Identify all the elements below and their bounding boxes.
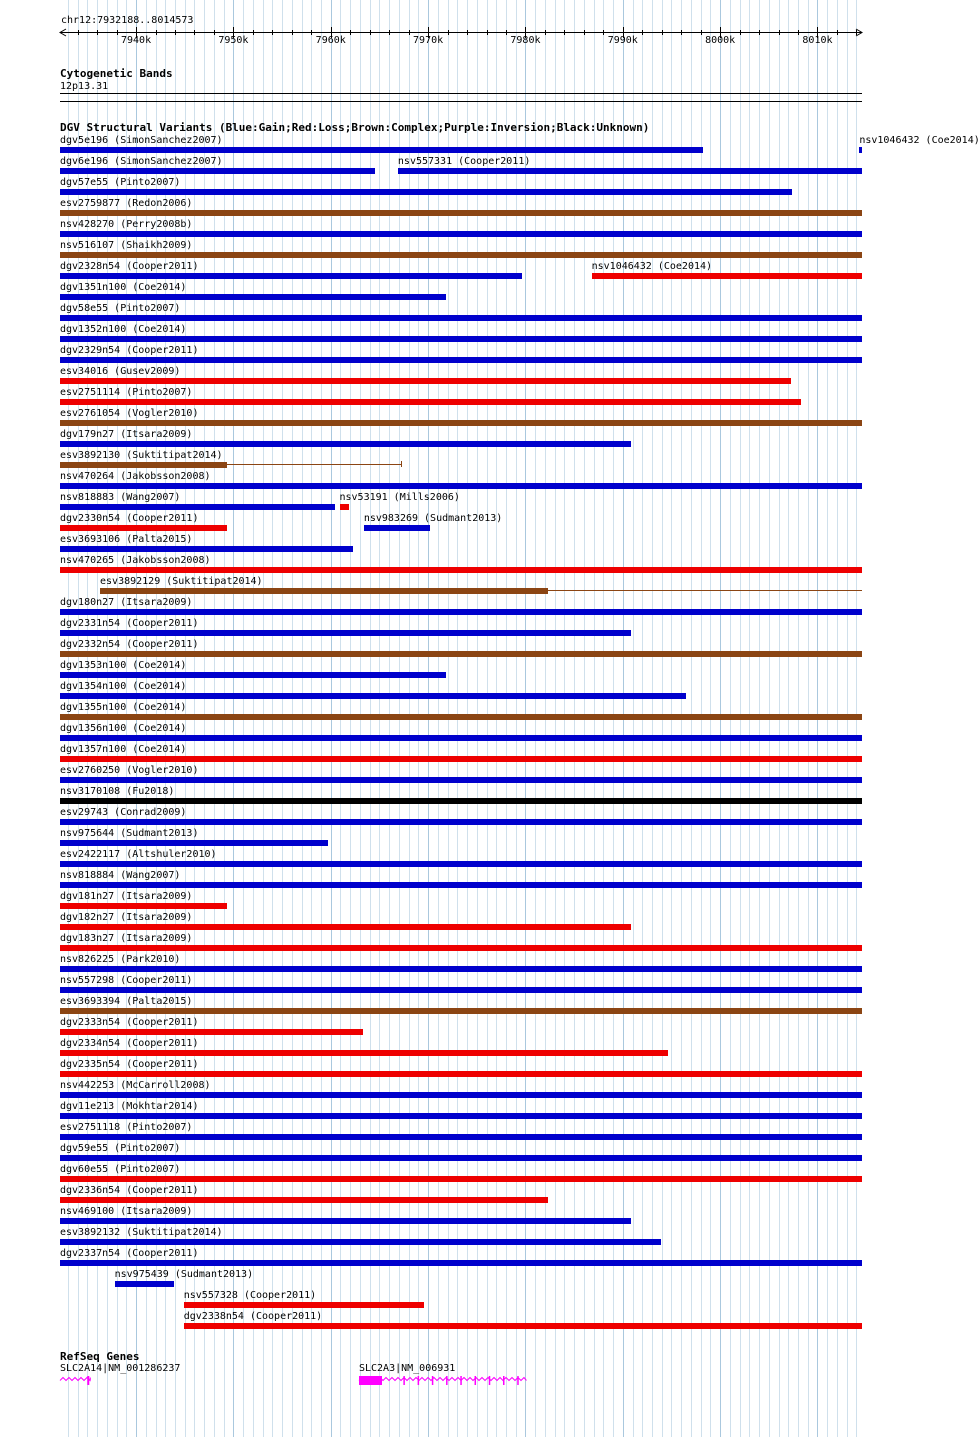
variant-bar[interactable]	[592, 273, 862, 279]
variant-label[interactable]: nsv1046432 (Coe2014)	[591, 261, 713, 272]
variant-label[interactable]: esv29743 (Conrad2009)	[60, 807, 187, 818]
gene-exon	[489, 1376, 491, 1385]
variant-bar[interactable]	[60, 504, 335, 510]
variant-label[interactable]: esv3693106 (Palta2015)	[60, 534, 193, 545]
variant-bar[interactable]	[60, 462, 227, 468]
gene-exon	[418, 1376, 420, 1385]
variant-bar[interactable]	[60, 651, 862, 657]
cytoband-line-bottom	[60, 101, 862, 102]
variant-bar[interactable]	[60, 357, 862, 363]
variant-label[interactable]: nsv3170108 (Fu2018)	[60, 786, 175, 797]
variant-bar[interactable]	[60, 714, 862, 720]
variant-bar[interactable]	[60, 966, 862, 972]
variant-label[interactable]: nsv470265 (Jakobsson2008)	[60, 555, 211, 566]
gene-exon	[475, 1376, 477, 1385]
variant-bar[interactable]	[60, 777, 862, 783]
gene-model[interactable]	[60, 1375, 92, 1387]
variant-bar[interactable]	[859, 147, 862, 153]
variant-label[interactable]: dgv1351n100 (Coe2014)	[60, 282, 187, 293]
ruler-tick-label: 7950k	[218, 35, 249, 46]
gene-exon	[359, 1376, 382, 1385]
variant-bar[interactable]	[60, 420, 862, 426]
variant-bar[interactable]	[60, 1155, 862, 1161]
variant-bar[interactable]	[364, 525, 430, 531]
variant-label[interactable]: nsv469100 (Itsara2009)	[60, 1206, 193, 1217]
variant-label[interactable]: dgv2332n54 (Cooper2011)	[60, 639, 199, 650]
ruler-tick-label: 7980k	[510, 35, 541, 46]
variant-label[interactable]: nsv470264 (Jakobsson2008)	[60, 471, 211, 482]
variant-bar[interactable]	[60, 147, 703, 153]
ruler-tick-label: 8000k	[705, 35, 736, 46]
variant-label[interactable]: dgv2336n54 (Cooper2011)	[60, 1185, 199, 1196]
ruler-tick-label: 7990k	[607, 35, 638, 46]
variant-label[interactable]: nsv516107 (Shaikh2009)	[60, 240, 193, 251]
gene-exon	[432, 1376, 434, 1385]
variant-label[interactable]: esv3693394 (Palta2015)	[60, 996, 193, 1007]
gene-label[interactable]: SLC2A14|NM_001286237	[60, 1363, 181, 1374]
variant-label[interactable]: dgv59e55 (Pinto2007)	[60, 1143, 181, 1154]
ruler-position: chr12:7932188..8014573	[61, 15, 194, 26]
variant-label[interactable]: esv2422117 (Altshuler2010)	[60, 849, 217, 860]
gene-exon	[403, 1376, 405, 1385]
ruler-tick-label: 7940k	[120, 35, 152, 46]
variant-label[interactable]: dgv5e196 (SimonSanchez2007)	[60, 135, 223, 146]
variant-label[interactable]: dgv6e196 (SimonSanchez2007)	[60, 156, 223, 167]
variant-label[interactable]: nsv983269 (Sudmant2013)	[363, 513, 503, 524]
cytoband-line-top	[60, 93, 862, 94]
variant-label[interactable]: esv2759877 (Redon2006)	[60, 198, 193, 209]
gene-exon	[446, 1376, 448, 1385]
variant-bar[interactable]	[60, 336, 862, 342]
variant-bar[interactable]	[184, 1323, 862, 1329]
variant-bar[interactable]	[60, 483, 862, 489]
variant-bar[interactable]	[60, 756, 862, 762]
variant-label[interactable]: dgv1357n100 (Coe2014)	[60, 744, 187, 755]
cytoband-label: 12p13.31	[60, 81, 109, 92]
variant-label[interactable]: esv34016 (Gusev2009)	[60, 366, 181, 377]
variant-bar[interactable]	[60, 819, 862, 825]
variant-bar[interactable]	[60, 861, 862, 867]
variant-label[interactable]: esv2751118 (Pinto2007)	[60, 1122, 193, 1133]
variant-bar[interactable]	[60, 798, 862, 804]
variant-bar[interactable]	[60, 210, 862, 216]
gene-exon	[503, 1376, 505, 1385]
variant-label[interactable]: nsv557331 (Cooper2011)	[397, 156, 531, 167]
variant-bar[interactable]	[60, 168, 375, 174]
cytobands-title: Cytogenetic Bands	[60, 67, 173, 80]
variant-bar[interactable]	[60, 630, 631, 636]
variant-label[interactable]: dgv2328n54 (Cooper2011)	[60, 261, 199, 272]
dgv-track-title: DGV Structural Variants (Blue:Gain;Red:Loss;Brown:Complex;Purple:Inversion;Black:Unknown)	[60, 121, 650, 134]
variant-bar[interactable]	[60, 735, 862, 741]
ruler-tick-label: 7970k	[413, 35, 444, 46]
variant-bar[interactable]	[60, 1176, 862, 1182]
variant-label[interactable]: nsv975644 (Sudmant2013)	[60, 828, 199, 839]
variant-label[interactable]: esv2760250 (Vogler2010)	[60, 765, 199, 776]
variant-bar[interactable]	[60, 315, 862, 321]
variant-bar[interactable]	[60, 441, 631, 447]
variant-bar[interactable]	[60, 1134, 862, 1140]
variant-bar[interactable]	[60, 1029, 363, 1035]
variant-label[interactable]: dgv183n27 (Itsara2009)	[60, 933, 193, 944]
variant-bar[interactable]	[340, 504, 350, 510]
variant-label[interactable]: esv3892129 (Suktitipat2014)	[100, 576, 263, 587]
gene-label[interactable]: SLC2A3|NM_006931	[358, 1363, 456, 1374]
variant-label[interactable]: dgv1356n100 (Coe2014)	[60, 723, 187, 734]
variant-label[interactable]: nsv557328 (Cooper2011)	[183, 1290, 317, 1301]
ruler-tick-label: 7960k	[315, 35, 346, 46]
variant-label[interactable]: nsv442253 (McCarroll2008)	[60, 1080, 211, 1091]
variant-label[interactable]: dgv2333n54 (Cooper2011)	[60, 1017, 199, 1028]
variant-bar[interactable]	[60, 882, 862, 888]
variant-bar[interactable]	[60, 903, 227, 909]
variant-label[interactable]: dgv2334n54 (Cooper2011)	[60, 1038, 199, 1049]
variant-bar[interactable]	[60, 1260, 862, 1266]
variant-label[interactable]: dgv2337n54 (Cooper2011)	[60, 1248, 199, 1259]
variant-label[interactable]: dgv180n27 (Itsara2009)	[60, 597, 193, 608]
variant-label[interactable]: dgv2330n54 (Cooper2011)	[60, 513, 199, 524]
variant-bar[interactable]	[60, 609, 862, 615]
variant-bar[interactable]	[60, 1113, 862, 1119]
variant-bar[interactable]	[60, 273, 522, 279]
variant-bar[interactable]	[60, 1239, 661, 1245]
gene-exon	[87, 1376, 89, 1385]
gene-exon	[460, 1376, 462, 1385]
variant-bar[interactable]	[60, 1218, 631, 1224]
gene-exon	[517, 1376, 519, 1385]
variant-label[interactable]: nsv1046432 (Coe2014)	[859, 135, 980, 146]
variant-bar[interactable]	[60, 1197, 548, 1203]
variant-label[interactable]: dgv57e55 (Pinto2007)	[60, 177, 181, 188]
variant-bar[interactable]	[60, 693, 686, 699]
variant-label[interactable]: dgv1355n100 (Coe2014)	[60, 702, 187, 713]
variant-label[interactable]: esv3892130 (Suktitipat2014)	[60, 450, 223, 461]
variant-bar[interactable]	[60, 924, 631, 930]
variant-bar[interactable]	[60, 294, 446, 300]
variant-bar[interactable]	[60, 1008, 862, 1014]
variant-label[interactable]: dgv2338n54 (Cooper2011)	[183, 1311, 323, 1322]
variant-label[interactable]: dgv2335n54 (Cooper2011)	[60, 1059, 199, 1070]
variant-bar[interactable]	[60, 1050, 668, 1056]
variant-label[interactable]: dgv11e213 (Mokhtar2014)	[60, 1101, 199, 1112]
variant-label[interactable]: nsv818884 (Wang2007)	[60, 870, 181, 881]
variant-label[interactable]: dgv1352n100 (Coe2014)	[60, 324, 187, 335]
variant-label[interactable]: nsv428270 (Perry2008b)	[60, 219, 193, 230]
variant-bar[interactable]	[60, 189, 792, 195]
variant-label[interactable]: esv3892132 (Suktitipat2014)	[60, 1227, 223, 1238]
variant-bar[interactable]	[115, 1281, 174, 1287]
variant-bar[interactable]	[60, 987, 862, 993]
variant-label[interactable]: dgv2331n54 (Cooper2011)	[60, 618, 199, 629]
variant-bar[interactable]	[60, 672, 446, 678]
variant-label[interactable]: esv2751114 (Pinto2007)	[60, 387, 193, 398]
variant-bar[interactable]	[60, 252, 862, 258]
variant-label[interactable]: nsv818883 (Wang2007)	[60, 492, 181, 503]
variant-bar[interactable]	[60, 567, 862, 573]
variant-bar[interactable]	[60, 945, 862, 951]
variant-label[interactable]: dgv179n27 (Itsara2009)	[60, 429, 193, 440]
variant-label[interactable]: esv2761054 (Vogler2010)	[60, 408, 199, 419]
variant-label[interactable]: nsv826225 (Park2010)	[60, 954, 181, 965]
variant-bar[interactable]	[60, 231, 862, 237]
gene-intron	[60, 1378, 90, 1381]
variant-bar[interactable]	[100, 588, 548, 594]
gene-intron	[359, 1378, 526, 1381]
variant-bar[interactable]	[60, 546, 353, 552]
variant-bar[interactable]	[60, 378, 791, 384]
refseq-track-title: RefSeq Genes	[60, 1350, 140, 1363]
variant-label[interactable]: nsv557298 (Cooper2011)	[60, 975, 193, 986]
variant-bar[interactable]	[184, 1302, 424, 1308]
variant-label[interactable]: dgv1354n100 (Coe2014)	[60, 681, 187, 692]
variant-label[interactable]: dgv2329n54 (Cooper2011)	[60, 345, 199, 356]
variant-label[interactable]: nsv975439 (Sudmant2013)	[114, 1269, 254, 1280]
ruler-tick-label: 8010k	[802, 35, 833, 46]
variant-label[interactable]: dgv1353n100 (Coe2014)	[60, 660, 187, 671]
variant-label[interactable]: nsv53191 (Mills2006)	[339, 492, 460, 503]
variant-bar[interactable]	[398, 168, 862, 174]
gene-model[interactable]	[359, 1375, 528, 1387]
variant-label[interactable]: dgv181n27 (Itsara2009)	[60, 891, 193, 902]
variant-bar[interactable]	[60, 525, 227, 531]
variant-connector-end	[401, 461, 402, 467]
variant-bar[interactable]	[60, 840, 328, 846]
variant-label[interactable]: dgv58e55 (Pinto2007)	[60, 303, 181, 314]
variant-bar[interactable]	[60, 1092, 862, 1098]
variant-bar[interactable]	[60, 399, 801, 405]
variant-bar[interactable]	[60, 1071, 862, 1077]
variant-label[interactable]: dgv60e55 (Pinto2007)	[60, 1164, 181, 1175]
variant-label[interactable]: dgv182n27 (Itsara2009)	[60, 912, 193, 923]
